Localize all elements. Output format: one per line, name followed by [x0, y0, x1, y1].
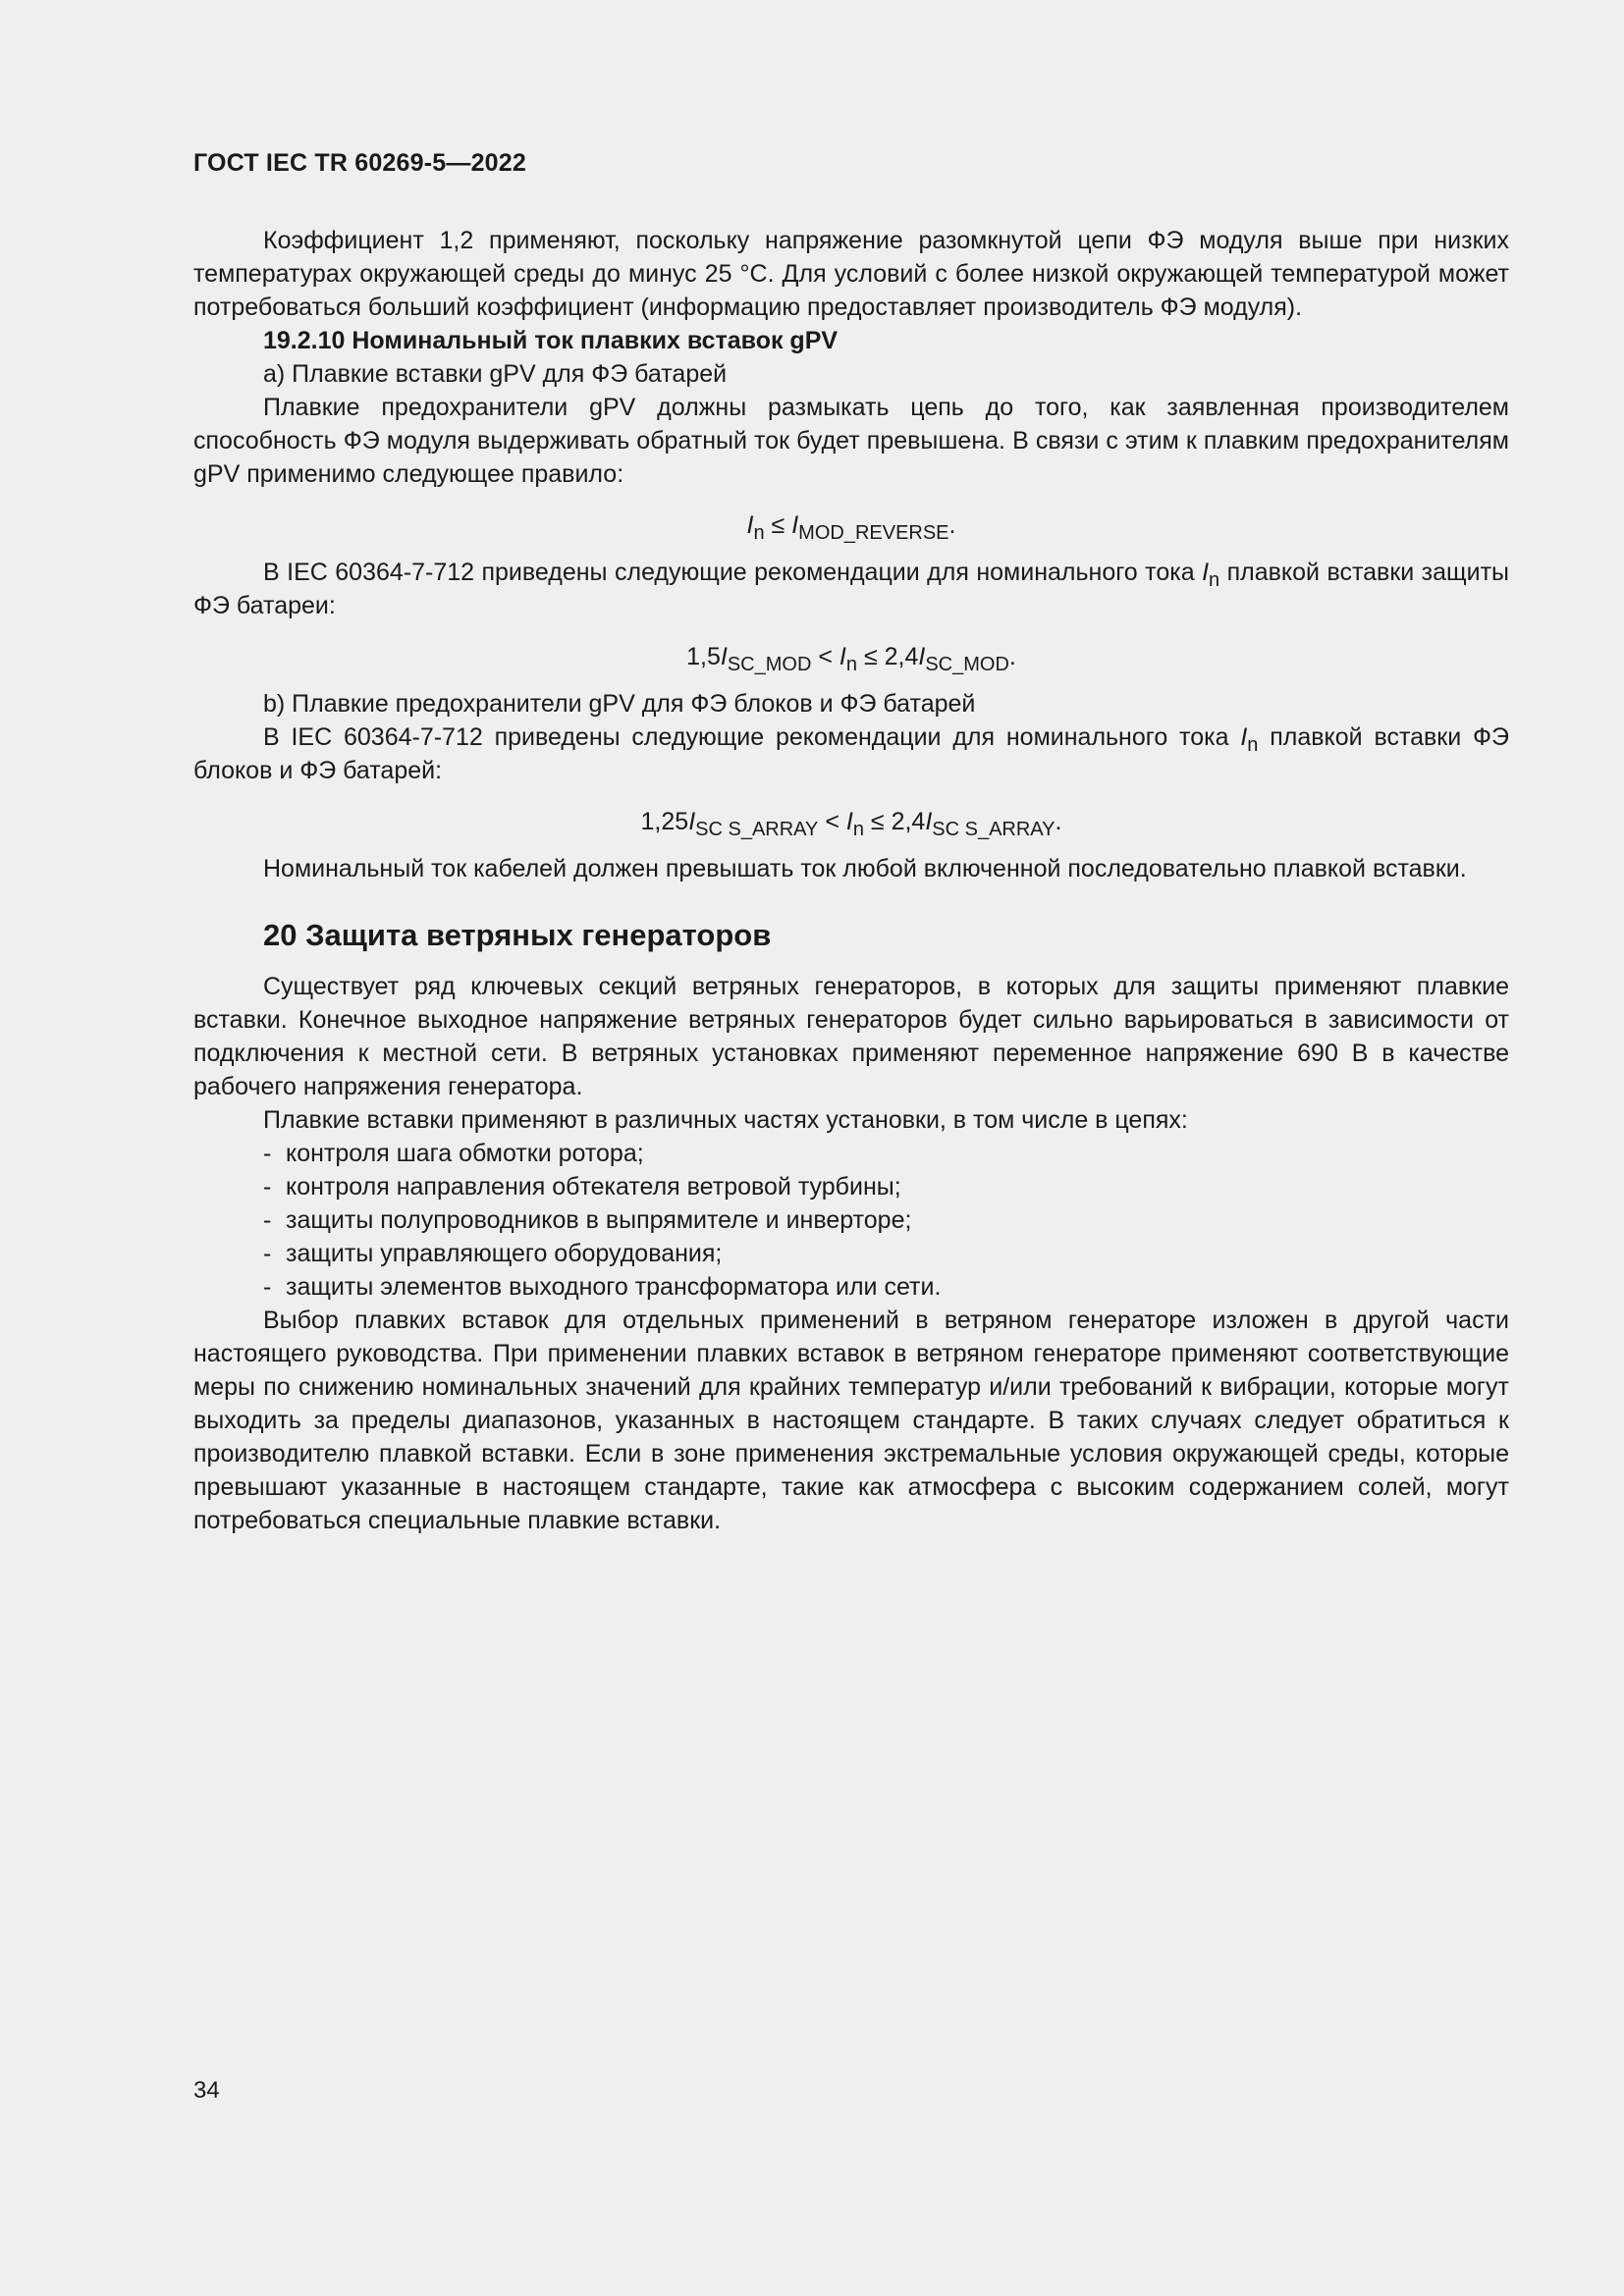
paragraph: Существует ряд ключевых секций ветряных генераторов, в которых для защиты применяют плавкие вставки. Конечное выходное напряжение ветряных генераторов будет сильно варьироваться в зависимости от подключения к местной сети. В ветряных установках применяют переменное напряжение 690 В в качестве рабочего напряжения генератора.: [193, 973, 1509, 1100]
list-item-b: b) Плавкие предохранители gPV для ФЭ блоков и ФЭ батарей: [263, 690, 976, 718]
list-item: - контроля шага обмотки ротора;: [263, 1140, 644, 1167]
paragraph: Коэффициент 1,2 применяют, поскольку напряжение разомкнутой цепи ФЭ модуля выше при низких температурах окружающей среды до минус 25 °С. Для условий с более низкой окружающей температурой может потребоваться больший коэффициент (информацию предоставляет производитель ФЭ модуля).: [193, 227, 1509, 321]
paragraph: В IEC 60364-7-712 приведены следующие рекомендации для номинального тока $I_n$ плавкой вставки защиты ФЭ батареи:: [193, 559, 1509, 619]
list-item: - защиты полупроводников в выпрямителе и инверторе;: [263, 1206, 912, 1234]
formula-2: $1,5I_{SC\_MOD} < I_n \le 2,4I_{SC\_MOD}$.: [686, 643, 1016, 675]
list-item: - защиты управляющего оборудования;: [263, 1240, 723, 1267]
formula-3: $1,25I_{SC S\_ARRAY} < I_n \le 2,4I_{SC S\_ARRAY}$.: [640, 808, 1062, 840]
page-number: 34: [193, 2077, 220, 2104]
list-item: - контроля направления обтекателя ветровой турбины;: [263, 1173, 901, 1201]
list-item-a: a) Плавкие вставки gPV для ФЭ батарей: [263, 360, 728, 388]
paragraph: Номинальный ток кабелей должен превышать ток любой включенной последовательно плавкой вставки.: [263, 855, 1467, 882]
paragraph: Плавкие предохранители gPV должны размыкать цепь до того, как заявленная производителем способность ФЭ модуля выдерживать обратный ток будет превышена. В связи с этим к плавким предохранителям gPV применимо следующее правило:: [193, 394, 1509, 488]
paragraph: В IEC 60364-7-712 приведены следующие рекомендации для номинального тока $I_n$ плавкой вставки ФЭ блоков и ФЭ батарей:: [193, 723, 1509, 784]
formula-1: $I_n \le I_{MOD\_REVERSE}$.: [746, 511, 956, 544]
section-title: 20 Защита ветряных генераторов: [263, 918, 772, 952]
paragraph: Выбор плавких вставок для отдельных применений в ветряном генераторе изложен в другой части настоящего руководства. При применении плавких вставок в ветряном генераторе применяют соответствующие меры по снижению номинальных значений для крайних температур и/или требований к вибрации, которые могут выходить за пределы диапазонов, указанных в настоящем стандарте. В таких случаях следует обратиться к производителю плавкой вставки. Если в зоне применения экстремальные условия окружающей среды, которые превышают указанные в настоящем стандарте, такие как атмосфера с высоким содержанием солей, могут потребоваться специальные плавкие вставки.: [193, 1307, 1509, 1534]
document-header: ГОСТ IEC TR 60269-5—2022: [193, 149, 526, 177]
paragraph: Плавкие вставки применяют в различных частях установки, в том числе в цепях:: [263, 1106, 1188, 1134]
document-body: [193, 224, 1509, 1537]
list-item: - защиты элементов выходного трансформатора или сети.: [263, 1273, 942, 1301]
subsection-title: 19.2.10 Номинальный ток плавких вставок gPV: [263, 327, 839, 354]
